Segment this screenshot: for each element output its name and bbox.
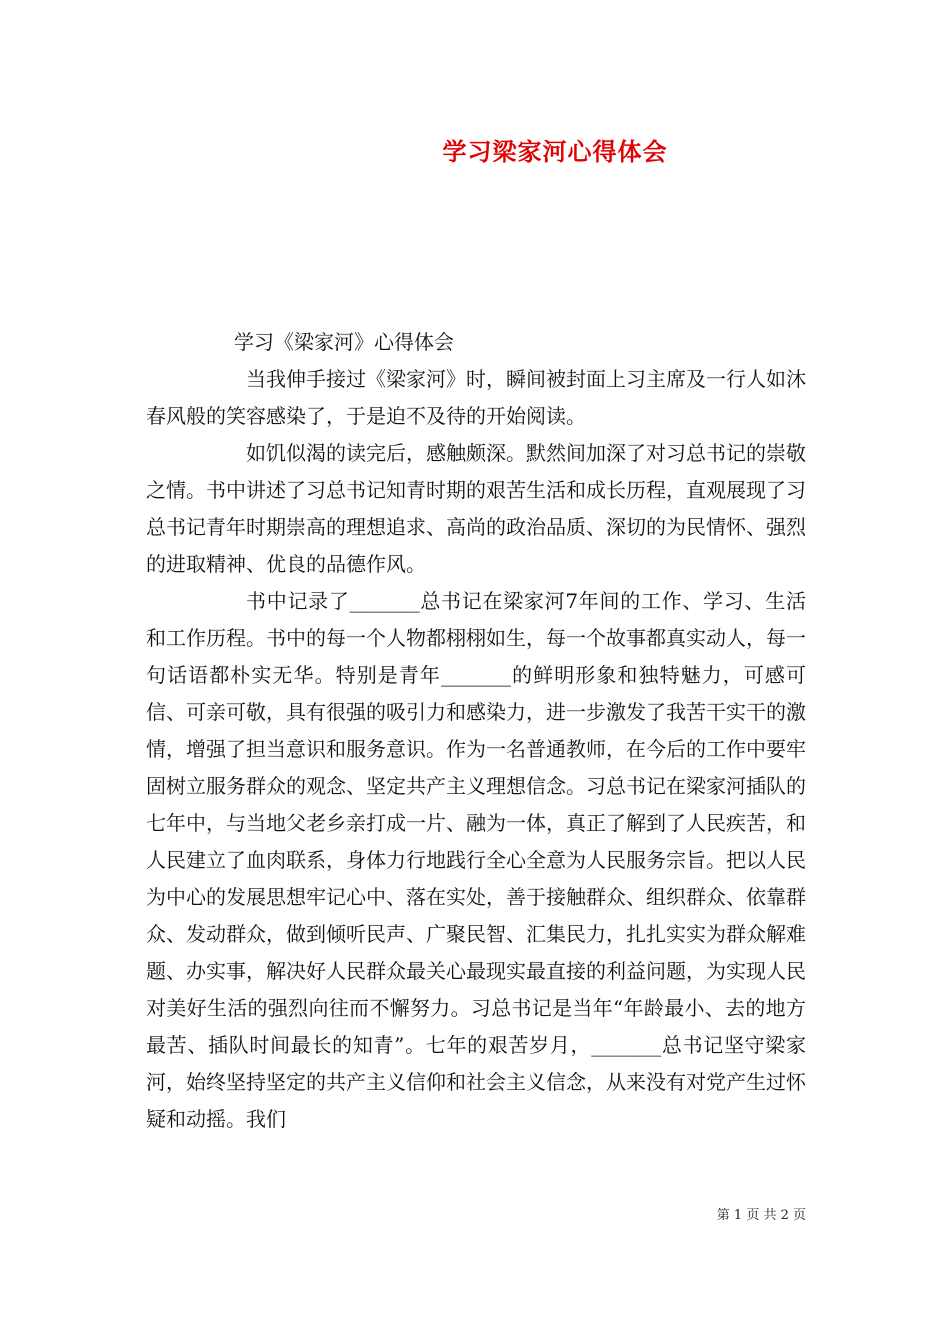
paragraph-2: 如饥似渴的读完后，感触颇深。默然间加深了对习总书记的崇敬之情。书中讲述了习总书记知青时期的艰苦生活和成长历程，直观展现了习总书记青年时期崇高的理想追求、高尚的政治品质、深切的为民情怀、强烈的进取精神、优良的品德作风。 (146, 441, 806, 576)
document-body (146, 324, 806, 1138)
paragraph-3: 书中记录了_______总书记在梁家河7年间的工作、学习、生活和工作历程。书中的每一个人物都栩栩如生，每一个故事都真实动人，每一句话语都朴实无华。特别是青年_______的鲜明形象和独特魅力，可感可信、可亲可敬，具有很强的吸引力和感染力，进一步激发了我苦干实干的激情，增强了担当意识和服务意识。作为一名普通教师，在今后的工作中要牢固树立服务群众的观念、坚定共产主义理想信念。习总书记在梁家河插队的七年中，与当地父老乡亲打成一片、融为一体，真正了解到了人民疾苦，和人民建立了血肉联系，身体力行地践行全心全意为人民服务宗旨。把以人民为中心的发展思想牢记心中、落在实处，善于接触群众、组织群众、依靠群众、发动群众，做到倾听民声、广聚民智、汇集民力，扎扎实实为群众解难题、办实事，解决好人民群众最关心最现实最直接的利益问题，为实现人民对美好生活的强烈向往而不懈努力。习总书记是当年“年龄最小、去的地方最苦、插队时间最长的知青”。七年的艰苦岁月，_______总书记坚守梁家河，始终坚持坚定的共产主义信仰和社会主义信念，从来没有对党产生过怀疑和动摇。我们 (146, 589, 806, 1131)
document-title: 学习梁家河心得体会 (442, 137, 668, 166)
document-subheading: 学习《梁家河》心得体会 (234, 330, 454, 354)
page-number-footer: 第 1 页 共 2 页 (716, 1208, 806, 1223)
paragraph-1: 当我伸手接过《梁家河》时，瞬间被封面上习主席及一行人如沐春风般的笑容感染了，于是迫不及待的开始阅读。 (146, 367, 806, 428)
